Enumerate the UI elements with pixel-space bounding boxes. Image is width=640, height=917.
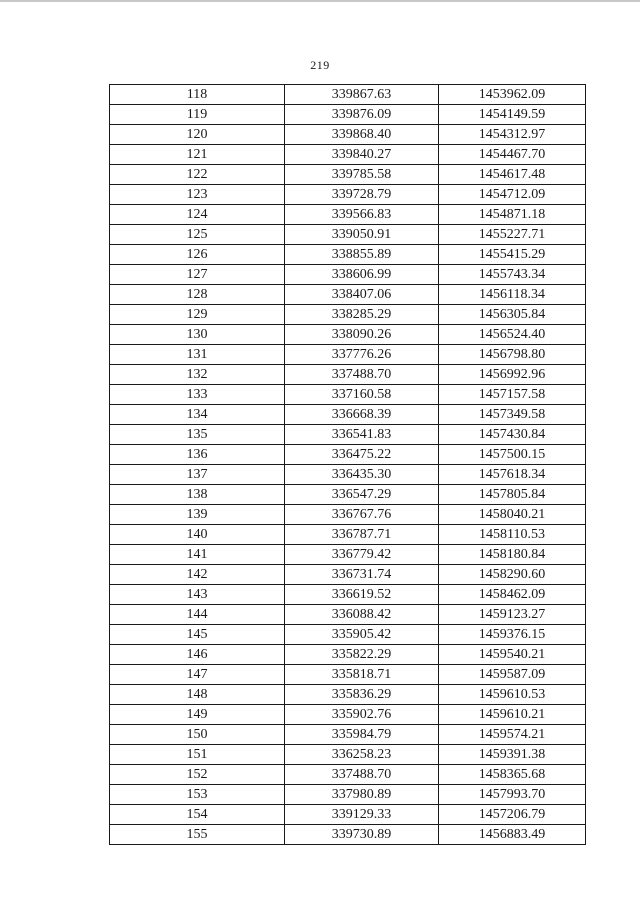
- table-row: [110, 105, 586, 125]
- y-coordinate-cell: 1459376.15: [439, 625, 586, 645]
- y-coordinate-cell: 1457805.84: [439, 485, 586, 505]
- table-row: [110, 545, 586, 565]
- table-row: [110, 285, 586, 305]
- point-number-cell: 135: [110, 425, 285, 445]
- table-row: [110, 365, 586, 385]
- point-number-cell: 124: [110, 205, 285, 225]
- x-coordinate-cell: 335984.79: [285, 725, 439, 745]
- y-coordinate-cell: 1454467.70: [439, 145, 586, 165]
- table-row: [110, 225, 586, 245]
- y-coordinate-cell: 1458180.84: [439, 545, 586, 565]
- point-number-cell: 128: [110, 285, 285, 305]
- x-coordinate-cell: 335836.29: [285, 685, 439, 705]
- x-coordinate-cell: 335905.42: [285, 625, 439, 645]
- point-number-cell: 125: [110, 225, 285, 245]
- coordinates-table: [109, 84, 586, 845]
- x-coordinate-cell: 339129.33: [285, 805, 439, 825]
- x-coordinate-cell: 337776.26: [285, 345, 439, 365]
- x-coordinate-cell: 338855.89: [285, 245, 439, 265]
- point-number-cell: 143: [110, 585, 285, 605]
- y-coordinate-cell: 1455227.71: [439, 225, 586, 245]
- y-coordinate-cell: 1458110.53: [439, 525, 586, 545]
- table-row: [110, 125, 586, 145]
- point-number-cell: 123: [110, 185, 285, 205]
- x-coordinate-cell: 336547.29: [285, 485, 439, 505]
- x-coordinate-cell: 339840.27: [285, 145, 439, 165]
- table-row: [110, 245, 586, 265]
- x-coordinate-cell: 338606.99: [285, 265, 439, 285]
- table-row: [110, 565, 586, 585]
- point-number-cell: 148: [110, 685, 285, 705]
- x-coordinate-cell: 337980.89: [285, 785, 439, 805]
- y-coordinate-cell: 1457430.84: [439, 425, 586, 445]
- y-coordinate-cell: 1458365.68: [439, 765, 586, 785]
- table-row: [110, 205, 586, 225]
- table-row: [110, 765, 586, 785]
- table-row: [110, 145, 586, 165]
- point-number-cell: 146: [110, 645, 285, 665]
- table-row: [110, 305, 586, 325]
- table-row: [110, 185, 586, 205]
- table-row: [110, 425, 586, 445]
- point-number-cell: 127: [110, 265, 285, 285]
- page-number: 219: [310, 58, 330, 72]
- coordinates-table-container: [109, 84, 585, 845]
- point-number-cell: 132: [110, 365, 285, 385]
- point-number-cell: 150: [110, 725, 285, 745]
- y-coordinate-cell: 1459391.38: [439, 745, 586, 765]
- table-row: [110, 165, 586, 185]
- table-row: [110, 625, 586, 645]
- point-number-cell: 141: [110, 545, 285, 565]
- x-coordinate-cell: 336779.42: [285, 545, 439, 565]
- x-coordinate-cell: 338090.26: [285, 325, 439, 345]
- table-row: [110, 465, 586, 485]
- point-number-cell: 153: [110, 785, 285, 805]
- x-coordinate-cell: 336731.74: [285, 565, 439, 585]
- x-coordinate-cell: 336668.39: [285, 405, 439, 425]
- y-coordinate-cell: 1459587.09: [439, 665, 586, 685]
- y-coordinate-cell: 1456883.49: [439, 825, 586, 845]
- y-coordinate-cell: 1454617.48: [439, 165, 586, 185]
- point-number-cell: 155: [110, 825, 285, 845]
- y-coordinate-cell: 1457349.58: [439, 405, 586, 425]
- point-number-cell: 119: [110, 105, 285, 125]
- point-number-cell: 120: [110, 125, 285, 145]
- x-coordinate-cell: 339876.09: [285, 105, 439, 125]
- x-coordinate-cell: 336787.71: [285, 525, 439, 545]
- x-coordinate-cell: 337488.70: [285, 765, 439, 785]
- table-row: [110, 525, 586, 545]
- point-number-cell: 139: [110, 505, 285, 525]
- table-row: [110, 485, 586, 505]
- point-number-cell: 137: [110, 465, 285, 485]
- y-coordinate-cell: 1459123.27: [439, 605, 586, 625]
- coordinates-table-body: [110, 85, 586, 845]
- scan-edge: [0, 0, 640, 2]
- y-coordinate-cell: 1459574.21: [439, 725, 586, 745]
- x-coordinate-cell: 339050.91: [285, 225, 439, 245]
- table-row: [110, 585, 586, 605]
- table-row: [110, 825, 586, 845]
- x-coordinate-cell: 339566.83: [285, 205, 439, 225]
- point-number-cell: 122: [110, 165, 285, 185]
- y-coordinate-cell: 1459610.53: [439, 685, 586, 705]
- table-row: [110, 265, 586, 285]
- y-coordinate-cell: 1456524.40: [439, 325, 586, 345]
- y-coordinate-cell: 1454871.18: [439, 205, 586, 225]
- x-coordinate-cell: 339785.58: [285, 165, 439, 185]
- y-coordinate-cell: 1456992.96: [439, 365, 586, 385]
- table-row: [110, 785, 586, 805]
- y-coordinate-cell: 1459610.21: [439, 705, 586, 725]
- x-coordinate-cell: 338285.29: [285, 305, 439, 325]
- table-row: [110, 405, 586, 425]
- point-number-cell: 140: [110, 525, 285, 545]
- point-number-cell: 145: [110, 625, 285, 645]
- point-number-cell: 133: [110, 385, 285, 405]
- table-row: [110, 445, 586, 465]
- point-number-cell: 151: [110, 745, 285, 765]
- table-row: [110, 645, 586, 665]
- point-number-cell: 144: [110, 605, 285, 625]
- y-coordinate-cell: 1455415.29: [439, 245, 586, 265]
- y-coordinate-cell: 1457500.15: [439, 445, 586, 465]
- point-number-cell: 121: [110, 145, 285, 165]
- x-coordinate-cell: 337160.58: [285, 385, 439, 405]
- y-coordinate-cell: 1454149.59: [439, 105, 586, 125]
- table-row: [110, 685, 586, 705]
- x-coordinate-cell: 336541.83: [285, 425, 439, 445]
- table-row: [110, 745, 586, 765]
- x-coordinate-cell: 336258.23: [285, 745, 439, 765]
- y-coordinate-cell: 1457618.34: [439, 465, 586, 485]
- table-row: [110, 605, 586, 625]
- table-row: [110, 85, 586, 105]
- x-coordinate-cell: 339868.40: [285, 125, 439, 145]
- x-coordinate-cell: 336767.76: [285, 505, 439, 525]
- point-number-cell: 147: [110, 665, 285, 685]
- table-row: [110, 505, 586, 525]
- point-number-cell: 149: [110, 705, 285, 725]
- point-number-cell: 138: [110, 485, 285, 505]
- table-row: [110, 385, 586, 405]
- point-number-cell: 126: [110, 245, 285, 265]
- y-coordinate-cell: 1457206.79: [439, 805, 586, 825]
- y-coordinate-cell: 1456305.84: [439, 305, 586, 325]
- point-number-cell: 134: [110, 405, 285, 425]
- table-row: [110, 345, 586, 365]
- x-coordinate-cell: 339867.63: [285, 85, 439, 105]
- y-coordinate-cell: 1456118.34: [439, 285, 586, 305]
- y-coordinate-cell: 1454312.97: [439, 125, 586, 145]
- point-number-cell: 152: [110, 765, 285, 785]
- y-coordinate-cell: 1458462.09: [439, 585, 586, 605]
- table-row: [110, 665, 586, 685]
- table-row: [110, 725, 586, 745]
- y-coordinate-cell: 1455743.34: [439, 265, 586, 285]
- point-number-cell: 142: [110, 565, 285, 585]
- y-coordinate-cell: 1454712.09: [439, 185, 586, 205]
- point-number-cell: 131: [110, 345, 285, 365]
- table-row: [110, 325, 586, 345]
- y-coordinate-cell: 1458290.60: [439, 565, 586, 585]
- point-number-cell: 118: [110, 85, 285, 105]
- table-row: [110, 805, 586, 825]
- point-number-cell: 130: [110, 325, 285, 345]
- x-coordinate-cell: 338407.06: [285, 285, 439, 305]
- y-coordinate-cell: 1453962.09: [439, 85, 586, 105]
- x-coordinate-cell: 339730.89: [285, 825, 439, 845]
- x-coordinate-cell: 336435.30: [285, 465, 439, 485]
- x-coordinate-cell: 337488.70: [285, 365, 439, 385]
- point-number-cell: 136: [110, 445, 285, 465]
- x-coordinate-cell: 335818.71: [285, 665, 439, 685]
- y-coordinate-cell: 1456798.80: [439, 345, 586, 365]
- y-coordinate-cell: 1458040.21: [439, 505, 586, 525]
- y-coordinate-cell: 1457993.70: [439, 785, 586, 805]
- x-coordinate-cell: 336619.52: [285, 585, 439, 605]
- point-number-cell: 154: [110, 805, 285, 825]
- table-row: [110, 705, 586, 725]
- x-coordinate-cell: 336088.42: [285, 605, 439, 625]
- point-number-cell: 129: [110, 305, 285, 325]
- x-coordinate-cell: 336475.22: [285, 445, 439, 465]
- x-coordinate-cell: 335822.29: [285, 645, 439, 665]
- x-coordinate-cell: 335902.76: [285, 705, 439, 725]
- y-coordinate-cell: 1457157.58: [439, 385, 586, 405]
- y-coordinate-cell: 1459540.21: [439, 645, 586, 665]
- x-coordinate-cell: 339728.79: [285, 185, 439, 205]
